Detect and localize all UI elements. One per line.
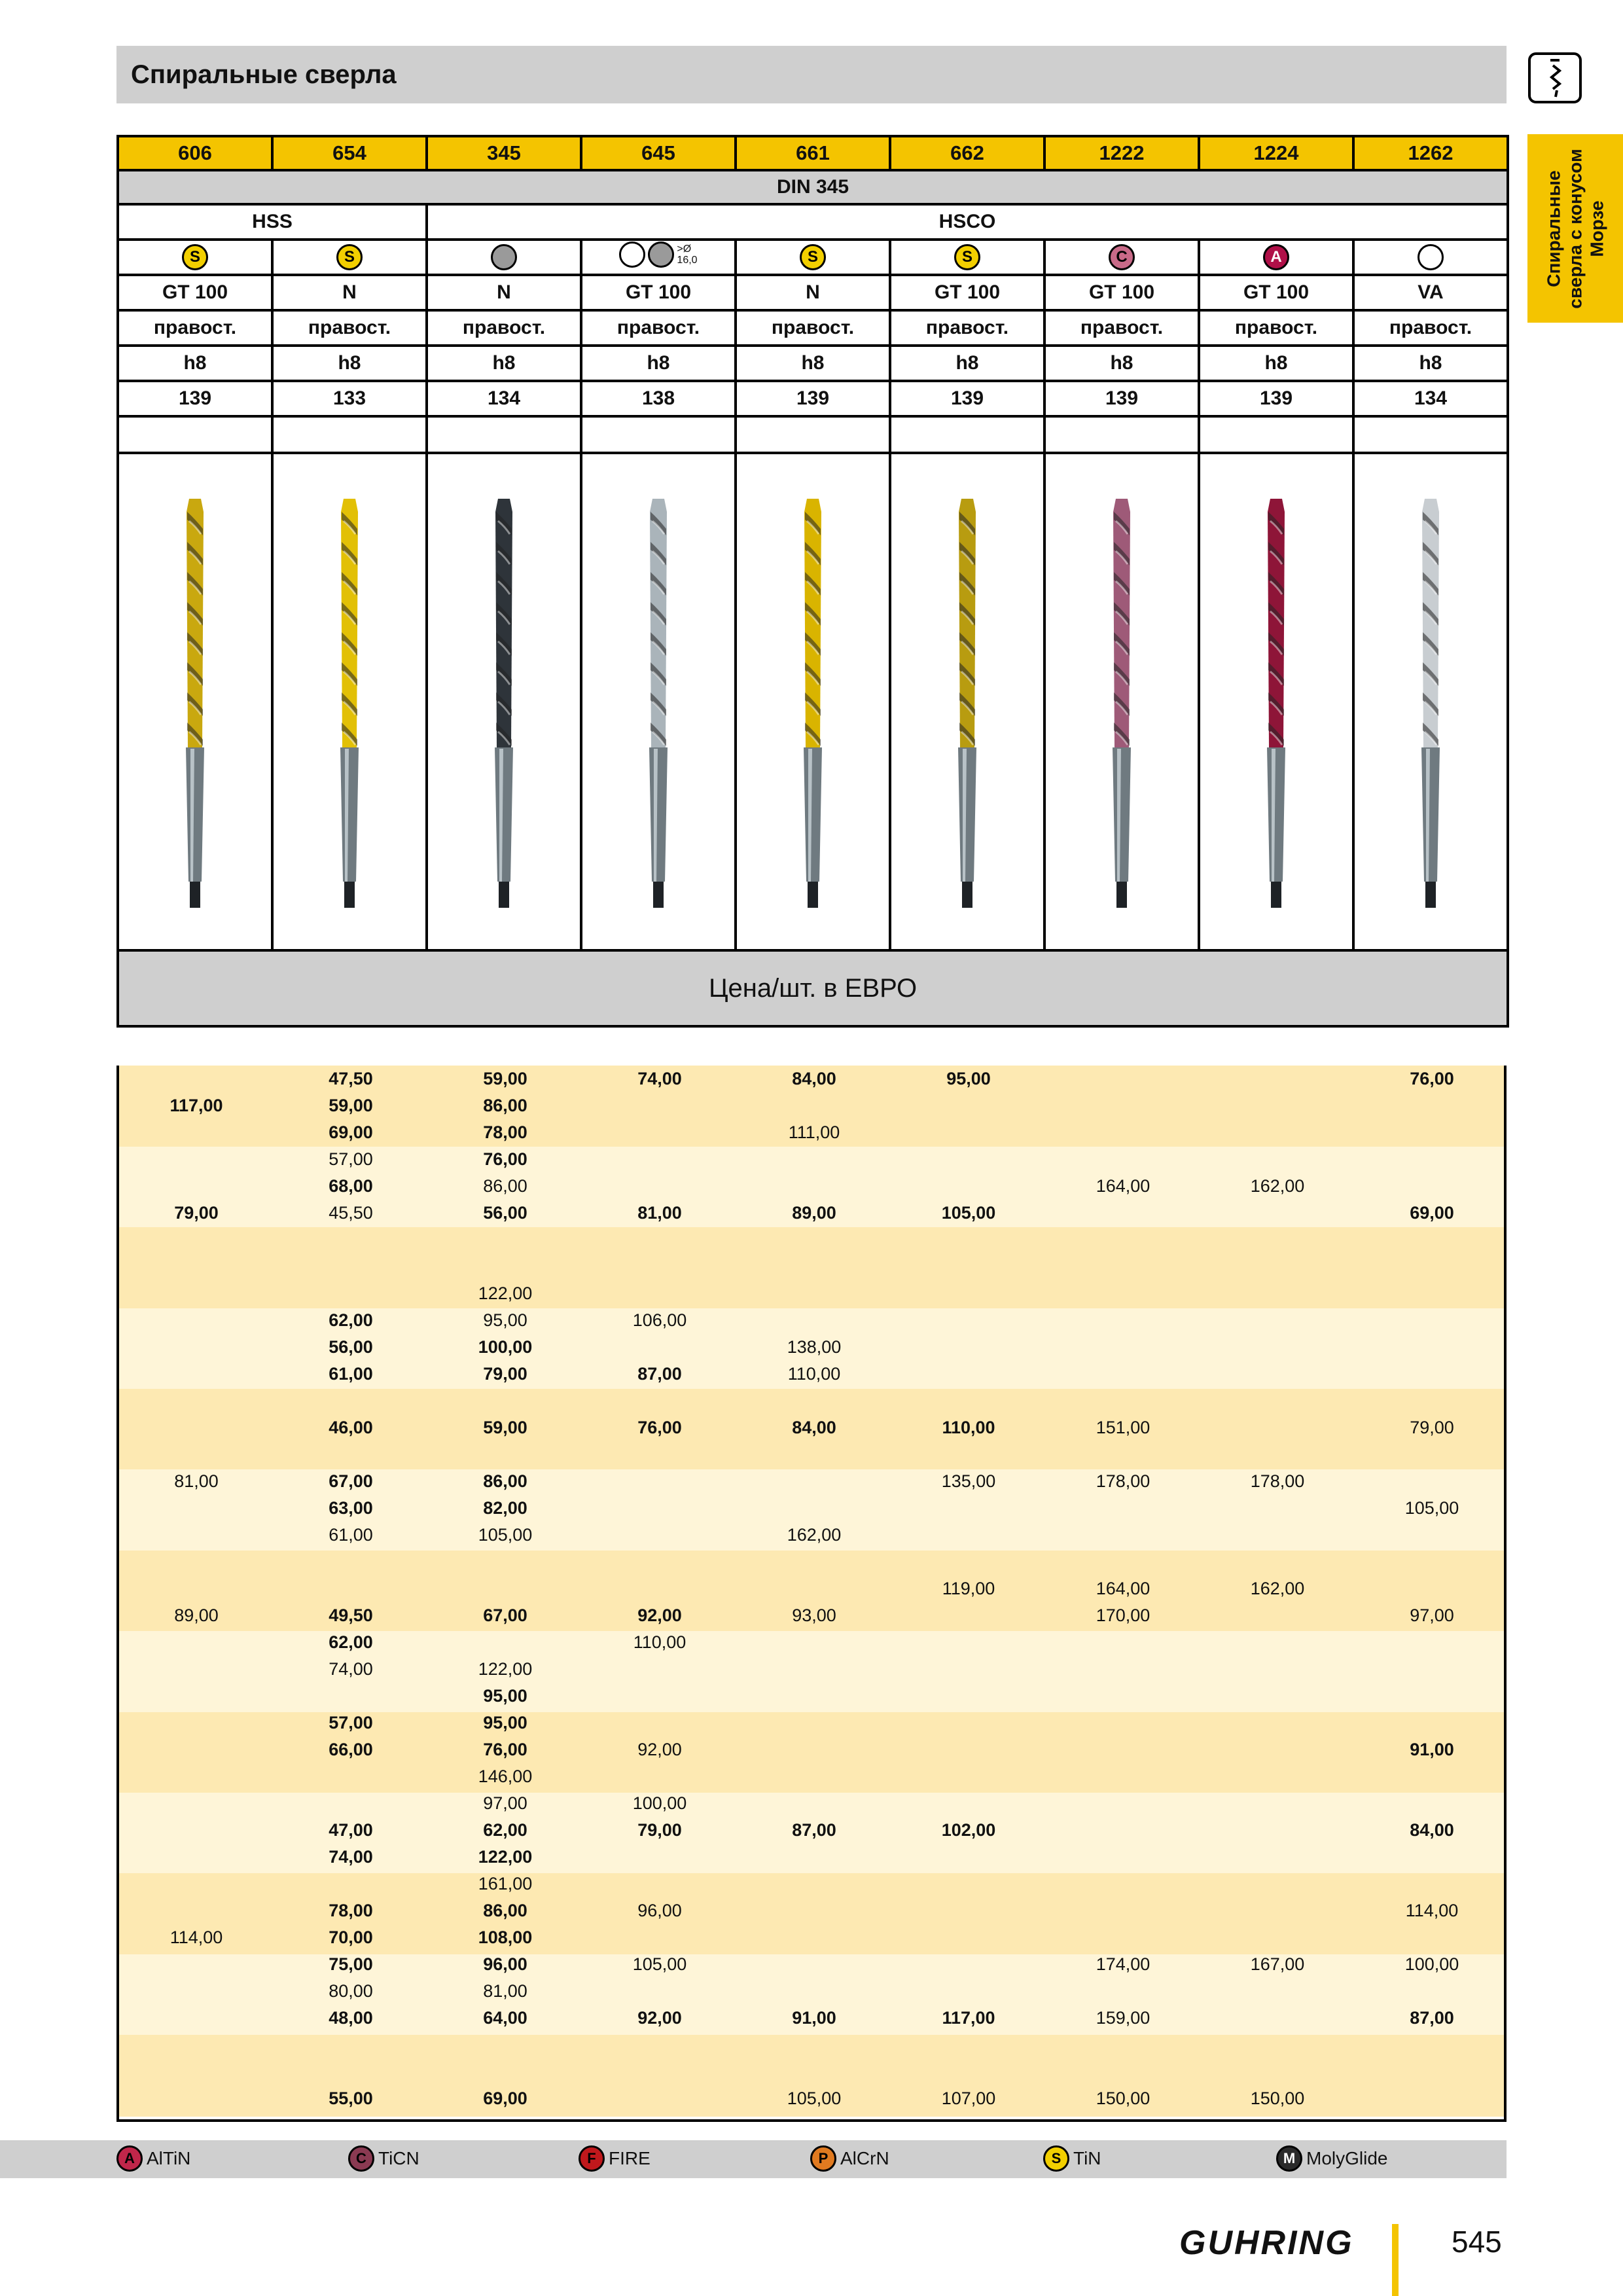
price-value: 75,00 (329, 1954, 373, 1974)
price-header: Цена/шт. в ЕВРО (118, 950, 1508, 1026)
coating-cell (427, 240, 581, 275)
tolerance: h8 (890, 346, 1044, 381)
drill-cell (272, 453, 427, 950)
coating-altin-icon: A (116, 2145, 143, 2172)
price-value: 161,00 (478, 1874, 533, 1893)
price-value: 69,00 (329, 1122, 373, 1142)
article-code: 1262 (1353, 136, 1508, 170)
coating-cell (736, 240, 890, 275)
price-value: 91,00 (1410, 1740, 1454, 1759)
legend-label: AlCrN (840, 2148, 889, 2168)
drill-type: GT 100 (118, 275, 272, 310)
price-value: 100,00 (632, 1793, 687, 1813)
price-value: 122,00 (478, 1847, 533, 1867)
drill-image (1401, 492, 1460, 911)
tolerance: h8 (118, 346, 272, 381)
price-value: 105,00 (941, 1203, 996, 1223)
catalog-page: 138 (581, 381, 736, 416)
price-value: 150,00 (1096, 2089, 1150, 2108)
legend-item-ticn (348, 2145, 419, 2172)
drill-type: GT 100 (1199, 275, 1353, 310)
catalog-page: 134 (1353, 381, 1508, 416)
price-value: 100,00 (1404, 1954, 1459, 1974)
coating-s-icon: S (182, 244, 208, 270)
price-value: 105,00 (1404, 1498, 1459, 1518)
legend-item-tin (1043, 2145, 1101, 2172)
diameter-note (677, 243, 697, 266)
price-row (119, 2032, 1504, 2058)
price-row (119, 1146, 1504, 1173)
price-value: 59,00 (483, 1418, 527, 1437)
standard-label: DIN 345 (118, 170, 1508, 204)
article-code: 662 (890, 136, 1044, 170)
drill-image (166, 492, 224, 911)
type-row (118, 275, 1508, 310)
price-value: 79,00 (1410, 1418, 1454, 1437)
price-value: 122,00 (478, 1283, 533, 1303)
price-value: 91,00 (792, 2008, 836, 2028)
price-value: 86,00 (483, 1176, 527, 1196)
price-value: 84,00 (792, 1418, 836, 1437)
cutting-direction: правост. (1044, 310, 1199, 346)
blank-cell (581, 416, 736, 453)
drill-type: N (272, 275, 427, 310)
price-value: 170,00 (1096, 1605, 1150, 1625)
price-row (119, 1361, 1504, 1388)
price-row (119, 1200, 1504, 1227)
price-row (119, 1629, 1504, 1656)
price-value: 102,00 (941, 1820, 996, 1840)
cutting-direction: правост. (1353, 310, 1508, 346)
coating-cell (890, 240, 1044, 275)
page-title-bar (116, 46, 1507, 103)
price-value: 162,00 (1250, 1579, 1305, 1598)
price-value: 59,00 (329, 1096, 373, 1115)
price-value: 162,00 (1250, 1176, 1305, 1196)
price-row (119, 1388, 1504, 1414)
catalog-page: 139 (118, 381, 272, 416)
price-value: 162,00 (787, 1525, 842, 1545)
tolerance: h8 (736, 346, 890, 381)
price-value: 84,00 (792, 1069, 836, 1088)
price-row (119, 1549, 1504, 1575)
price-value: 67,00 (483, 1605, 527, 1625)
drill-type: VA (1353, 275, 1508, 310)
price-value: 107,00 (941, 2089, 996, 2108)
price-value: 76,00 (1410, 1069, 1454, 1088)
cutting-direction: правост. (272, 310, 427, 346)
legend-label: AlTiN (147, 2148, 191, 2168)
price-value: 151,00 (1096, 1418, 1150, 1437)
price-value: 95,00 (483, 1310, 527, 1330)
price-value: 150,00 (1250, 2089, 1305, 2108)
price-value: 135,00 (941, 1471, 996, 1491)
price-row (119, 1468, 1504, 1495)
price-value: 79,00 (174, 1203, 219, 1223)
price-value: 86,00 (483, 1901, 527, 1920)
diameter-note-top: >Ø (677, 243, 692, 255)
drill-type: N (427, 275, 581, 310)
price-value: 87,00 (1410, 2008, 1454, 2028)
legend-item-molyglide (1276, 2145, 1387, 2172)
price-value: 159,00 (1096, 2008, 1150, 2028)
coating-molyglide-icon: M (1276, 2145, 1302, 2172)
price-row (119, 1414, 1504, 1441)
price-value: 63,00 (329, 1498, 373, 1518)
legend-label: TiN (1073, 2148, 1101, 2168)
price-row (119, 1253, 1504, 1280)
drill-cell (1353, 453, 1508, 950)
price-value: 92,00 (637, 1740, 682, 1759)
split-circle-icon (619, 242, 645, 268)
price-value: 62,00 (329, 1310, 373, 1330)
price-value: 82,00 (483, 1498, 527, 1518)
tolerance: h8 (427, 346, 581, 381)
tolerance: h8 (1199, 346, 1353, 381)
article-code: 345 (427, 136, 581, 170)
material-row (118, 204, 1508, 240)
price-row (119, 1656, 1504, 1683)
article-code: 1222 (1044, 136, 1199, 170)
coating-badge-group (619, 242, 697, 268)
legend-item-alcrn (810, 2145, 889, 2172)
legend-item-fire (579, 2145, 651, 2172)
catalog-page: 139 (1044, 381, 1199, 416)
article-code: 606 (118, 136, 272, 170)
price-value: 59,00 (483, 1069, 527, 1088)
price-row (119, 2085, 1504, 2112)
drill-cell (581, 453, 736, 950)
catalog-page-row (118, 381, 1508, 416)
cutting-direction: правост. (581, 310, 736, 346)
legend-label: FIRE (609, 2148, 651, 2168)
drill-image-row (118, 453, 1508, 950)
price-value: 66,00 (329, 1740, 373, 1759)
drill-chapter-icon (1527, 51, 1583, 105)
drill-cell (427, 453, 581, 950)
price-row (119, 1924, 1504, 1951)
price-row (119, 1227, 1504, 1253)
price-value: 167,00 (1250, 1954, 1305, 1974)
price-value: 97,00 (1410, 1605, 1454, 1625)
price-value: 122,00 (478, 1659, 533, 1679)
price-value: 95,00 (483, 1686, 527, 1706)
article-code-row (118, 136, 1508, 170)
price-value: 174,00 (1096, 1954, 1150, 1974)
catalog-page: 133 (272, 381, 427, 416)
page-number: 545 (1452, 2225, 1502, 2259)
price-row (119, 1522, 1504, 1549)
drill-type: GT 100 (581, 275, 736, 310)
coating-c-icon: C (1109, 244, 1135, 270)
price-value: 74,00 (329, 1659, 373, 1679)
price-row (119, 1683, 1504, 1710)
price-value: 62,00 (483, 1820, 527, 1840)
direction-row (118, 310, 1508, 346)
price-value: 49,50 (329, 1605, 373, 1625)
price-value: 146,00 (478, 1767, 533, 1786)
catalog-page: 134 (427, 381, 581, 416)
catalog-page: 139 (736, 381, 890, 416)
price-value: 105,00 (632, 1954, 687, 1974)
article-code: 1224 (1199, 136, 1353, 170)
price-value: 56,00 (329, 1337, 373, 1357)
price-value: 110,00 (942, 1418, 995, 1437)
coating-legend (0, 2140, 1507, 2178)
cutting-direction: правост. (736, 310, 890, 346)
coating-cell (272, 240, 427, 275)
drill-cell (1199, 453, 1353, 950)
price-value: 76,00 (483, 1740, 527, 1759)
price-row (119, 1307, 1504, 1334)
price-row (119, 1710, 1504, 1736)
drill-type: GT 100 (890, 275, 1044, 310)
price-value: 47,50 (329, 1069, 373, 1088)
price-value: 164,00 (1096, 1176, 1150, 1196)
price-row (119, 1817, 1504, 1844)
price-value: 106,00 (632, 1310, 687, 1330)
price-row (119, 1951, 1504, 1978)
price-value: 74,00 (329, 1847, 373, 1867)
price-value: 61,00 (329, 1364, 373, 1384)
price-value: 76,00 (483, 1149, 527, 1169)
price-value: 110,00 (633, 1632, 687, 1652)
catalog-page: 139 (1199, 381, 1353, 416)
price-value: 110,00 (787, 1364, 841, 1384)
price-value: 46,00 (329, 1418, 373, 1437)
blank-cell (1044, 416, 1199, 453)
price-value: 117,00 (942, 2008, 995, 2028)
price-header-row (118, 950, 1508, 1026)
price-row (119, 1790, 1504, 1817)
coating-s-icon: S (954, 244, 980, 270)
price-value: 105,00 (478, 1525, 533, 1545)
coating-cell (1199, 240, 1353, 275)
drill-type: N (736, 275, 890, 310)
price-row (119, 1092, 1504, 1119)
footer-divider (1392, 2224, 1399, 2296)
coating-a-icon: A (1263, 244, 1289, 270)
cutting-direction: правост. (1199, 310, 1353, 346)
price-value: 84,00 (1410, 1820, 1454, 1840)
section-tab[interactable] (1527, 134, 1623, 323)
price-value: 47,00 (329, 1820, 373, 1840)
blank-row (118, 416, 1508, 453)
tolerance: h8 (272, 346, 427, 381)
coating-gray-icon (491, 244, 517, 270)
price-value: 78,00 (329, 1901, 373, 1920)
price-value: 81,00 (174, 1471, 219, 1491)
price-value: 69,00 (483, 2089, 527, 2108)
price-value: 119,00 (942, 1579, 995, 1598)
material-group: HSS (118, 204, 427, 240)
drill-type: GT 100 (1044, 275, 1199, 310)
tolerance-row (118, 346, 1508, 381)
price-row (119, 1736, 1504, 1763)
drill-image (1247, 492, 1306, 911)
price-value: 95,00 (483, 1713, 527, 1732)
price-value: 45,50 (329, 1203, 373, 1223)
price-value: 81,00 (483, 1981, 527, 2001)
drill-image (629, 492, 688, 911)
price-value: 100,00 (478, 1337, 533, 1357)
price-value: 92,00 (637, 2008, 682, 2028)
legend-label: TiCN (378, 2148, 419, 2168)
tolerance: h8 (581, 346, 736, 381)
price-value: 80,00 (329, 1981, 373, 2001)
price-value: 70,00 (329, 1928, 373, 1947)
price-row (119, 1871, 1504, 1897)
price-value: 57,00 (329, 1149, 373, 1169)
price-value: 67,00 (329, 1471, 373, 1491)
coating-cell (581, 240, 736, 275)
article-code: 661 (736, 136, 890, 170)
drill-cell (736, 453, 890, 950)
tolerance: h8 (1353, 346, 1508, 381)
price-value: 64,00 (483, 2008, 527, 2028)
price-row (119, 1066, 1504, 1092)
price-value: 114,00 (1405, 1901, 1459, 1920)
blank-cell (427, 416, 581, 453)
price-value: 61,00 (329, 1525, 373, 1545)
price-value: 87,00 (792, 1820, 836, 1840)
price-row (119, 1897, 1504, 1924)
price-value: 55,00 (329, 2089, 373, 2108)
blank-cell (1353, 416, 1508, 453)
price-value: 97,00 (483, 1793, 527, 1813)
price-value: 79,00 (483, 1364, 527, 1384)
price-row (119, 1334, 1504, 1361)
coating-s-icon: S (336, 244, 363, 270)
coating-s-icon: S (800, 244, 826, 270)
tolerance: h8 (1044, 346, 1199, 381)
drill-image (474, 492, 533, 911)
drill-cell (118, 453, 272, 950)
price-row (119, 1173, 1504, 1200)
price-value: 76,00 (637, 1418, 682, 1437)
price-value: 117,00 (169, 1096, 223, 1115)
coating-cell (1044, 240, 1199, 275)
price-row (119, 1602, 1504, 1629)
standard-row (118, 170, 1508, 204)
drill-image (1092, 492, 1151, 911)
material-group: HSCO (427, 204, 1508, 240)
coating-fire-icon: F (579, 2145, 605, 2172)
price-row (119, 1763, 1504, 1790)
price-value: 108,00 (478, 1928, 533, 1947)
article-code: 654 (272, 136, 427, 170)
drill-cell (890, 453, 1044, 950)
price-row (119, 1119, 1504, 1146)
price-value: 68,00 (329, 1176, 373, 1196)
price-value: 164,00 (1096, 1579, 1150, 1598)
drill-image (938, 492, 997, 911)
price-row (119, 1844, 1504, 1871)
price-value: 111,00 (788, 1122, 840, 1142)
price-value: 138,00 (787, 1337, 842, 1357)
price-value: 89,00 (792, 1203, 836, 1223)
price-value: 62,00 (329, 1632, 373, 1652)
price-value: 56,00 (483, 1203, 527, 1223)
blank-cell (272, 416, 427, 453)
price-value: 105,00 (787, 2089, 842, 2108)
legend-item-altin (116, 2145, 190, 2172)
price-value: 86,00 (483, 1096, 527, 1115)
coating-alcrn-icon: P (810, 2145, 836, 2172)
coating-row (118, 240, 1508, 275)
price-list (116, 1066, 1507, 2122)
price-value: 178,00 (1096, 1471, 1150, 1491)
drill-cell (1044, 453, 1199, 950)
price-value: 95,00 (946, 1069, 991, 1088)
price-value: 93,00 (792, 1605, 836, 1625)
price-value: 96,00 (637, 1901, 682, 1920)
price-value: 92,00 (637, 1605, 682, 1625)
price-row (119, 1575, 1504, 1602)
coating-white-icon (1418, 244, 1444, 270)
coating-cell (1353, 240, 1508, 275)
price-row (119, 1978, 1504, 2005)
cutting-direction: правост. (118, 310, 272, 346)
price-value: 48,00 (329, 2008, 373, 2028)
price-value: 69,00 (1410, 1203, 1454, 1223)
legend-label: MolyGlide (1306, 2148, 1388, 2168)
drill-image (783, 492, 842, 911)
product-table (116, 135, 1509, 1028)
price-value: 96,00 (483, 1954, 527, 1974)
gray-circle-icon (648, 242, 674, 268)
drill-image (320, 492, 379, 911)
price-value: 74,00 (637, 1069, 682, 1088)
price-row (119, 1280, 1504, 1307)
price-value: 78,00 (483, 1122, 527, 1142)
price-value: 79,00 (637, 1820, 682, 1840)
coating-tin-icon: S (1043, 2145, 1069, 2172)
blank-cell (118, 416, 272, 453)
page-title: Спиральные сверла (131, 60, 397, 89)
price-value: 81,00 (637, 1203, 682, 1223)
coating-ticn-icon: C (348, 2145, 374, 2172)
section-tab-label: Спиральные сверла с конусом Морзе (1543, 148, 1607, 309)
price-value: 87,00 (637, 1364, 682, 1384)
blank-cell (1199, 416, 1353, 453)
price-value: 89,00 (174, 1605, 219, 1625)
cutting-direction: правост. (427, 310, 581, 346)
blank-cell (890, 416, 1044, 453)
blank-cell (736, 416, 890, 453)
price-row (119, 2005, 1504, 2032)
price-row (119, 1495, 1504, 1522)
article-code: 645 (581, 136, 736, 170)
price-row (119, 2058, 1504, 2085)
coating-cell (118, 240, 272, 275)
price-row (119, 1441, 1504, 1468)
price-value: 86,00 (483, 1471, 527, 1491)
catalog-page: 139 (890, 381, 1044, 416)
diameter-note-bottom: 16,0 (677, 255, 698, 266)
brand-logo: GUHRING (1179, 2224, 1354, 2262)
price-value: 178,00 (1250, 1471, 1305, 1491)
cutting-direction: правост. (890, 310, 1044, 346)
price-value: 114,00 (169, 1928, 223, 1947)
price-value: 57,00 (329, 1713, 373, 1732)
